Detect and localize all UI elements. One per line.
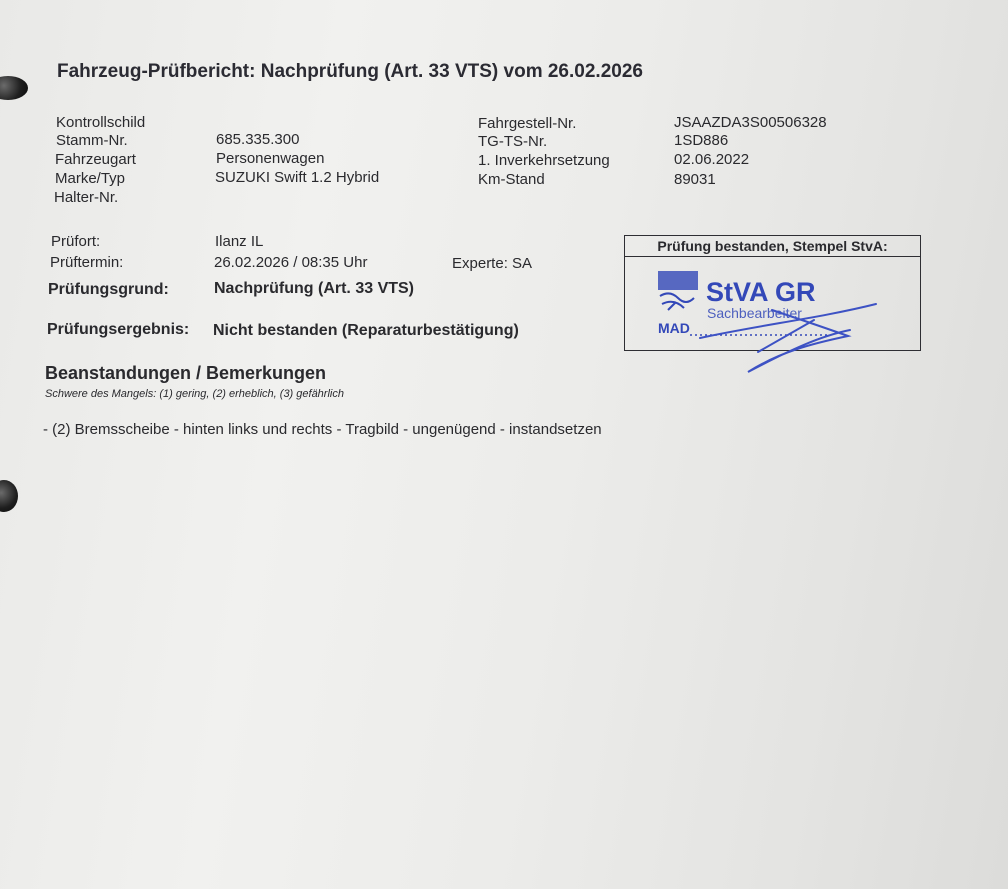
label-tg-ts-nr: TG-TS-Nr. <box>478 133 548 150</box>
label-fahrgestell-nr: Fahrgestell-Nr. <box>478 115 577 132</box>
label-km-stand: Km-Stand <box>478 171 545 188</box>
label-inverkehrsetzung: 1. Inverkehrsetzung <box>478 152 610 169</box>
label-fahrzeugart: Fahrzeugart <box>55 151 136 168</box>
label-stamm-nr: Stamm-Nr. <box>56 132 128 149</box>
label-pruefungsergebnis: Prüfungsergebnis: <box>47 321 190 338</box>
defects-heading: Beanstandungen / Bemerkungen <box>45 363 327 383</box>
label-pruefort: Prüfort: <box>51 233 101 250</box>
stamp-role: Sachbearbeiter <box>707 305 802 321</box>
stamp-box-header: Prüfung bestanden, Stempel StvA: <box>625 236 920 257</box>
label-prueftermin: Prüftermin: <box>50 254 124 271</box>
value-fahrgestell-nr: JSAAZDA3S00506328 <box>674 114 827 131</box>
label-kontrollschild: Kontrollschild <box>56 114 146 131</box>
stamp-office: StVA GR <box>706 277 816 307</box>
value-pruefort: Ilanz IL <box>215 233 264 250</box>
value-inverkehrsetzung: 02.06.2022 <box>674 151 750 168</box>
stamp-code: MAD <box>658 320 690 336</box>
value-prueftermin: 26.02.2026 / 08:35 Uhr <box>214 254 368 271</box>
defect-item: - (2) Bremsscheibe - hinten links und rechts - Tragbild - ungenügend - instandsetzen <box>43 421 602 438</box>
office-stamp-emblem-icon <box>659 272 697 310</box>
value-tg-ts-nr: 1SD886 <box>674 132 729 149</box>
value-experte: Experte: SA <box>452 255 533 272</box>
defects-severity-note: Schwere des Mangels: (1) gering, (2) erheblich, (3) gefährlich <box>45 388 344 400</box>
value-stamm-nr: 685.335.300 <box>216 131 300 148</box>
value-pruefungsergebnis: Nicht bestanden (Reparaturbestätigung) <box>213 322 519 339</box>
value-km-stand: 89031 <box>674 171 716 188</box>
label-pruefungsgrund: Prüfungsgrund: <box>48 281 169 298</box>
report-title: Fahrzeug-Prüfbericht: Nachprüfung (Art. 33 VTS) vom 26.02.2026 <box>57 61 643 82</box>
value-fahrzeugart: Personenwagen <box>216 150 325 167</box>
value-pruefungsgrund: Nachprüfung (Art. 33 VTS) <box>214 280 415 297</box>
value-marke-typ: SUZUKI Swift 1.2 Hybrid <box>215 169 380 186</box>
label-marke-typ: Marke/Typ <box>55 170 126 187</box>
label-halter-nr: Halter-Nr. <box>54 189 119 206</box>
